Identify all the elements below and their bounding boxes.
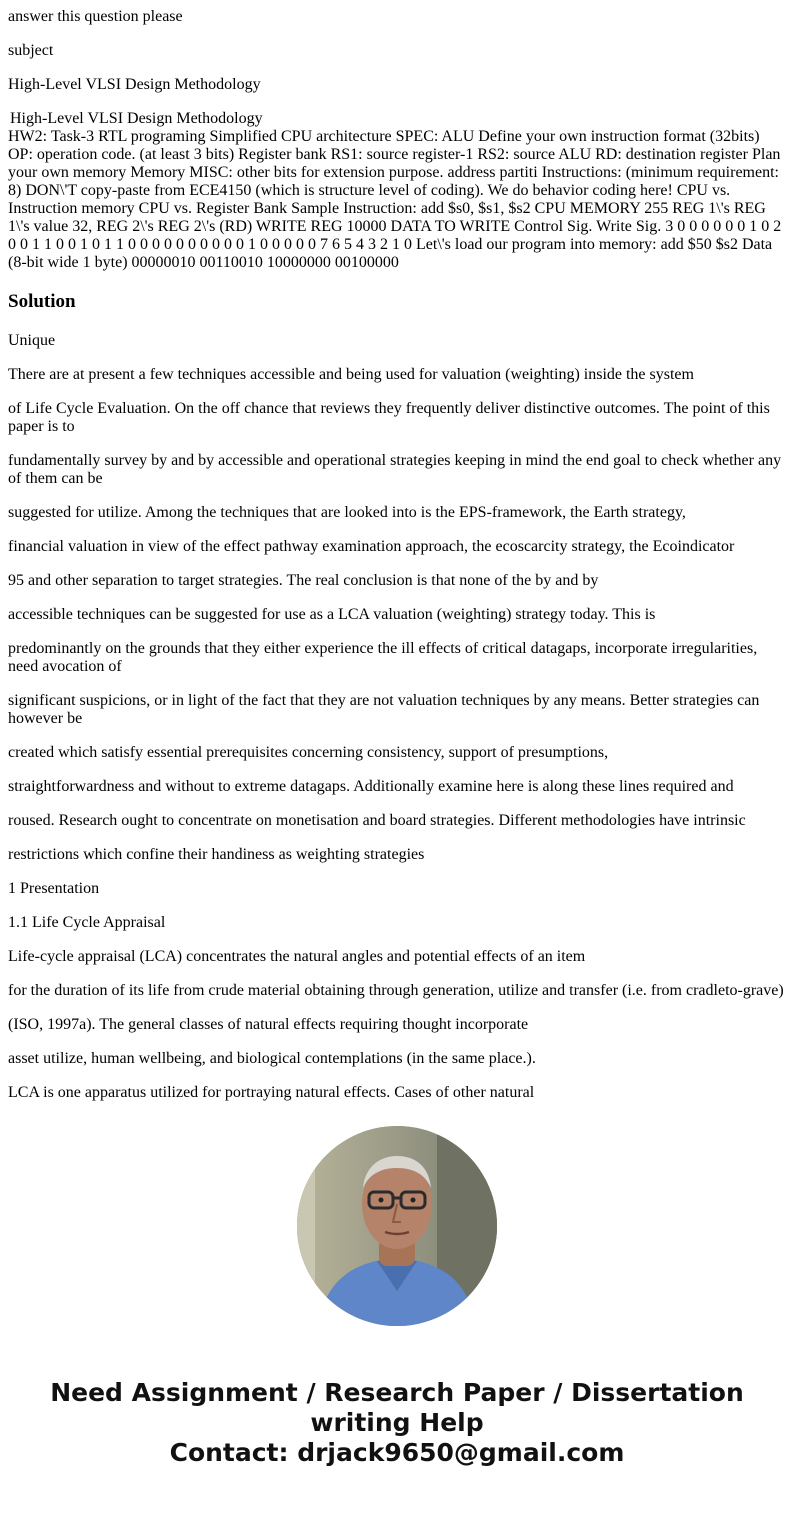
section-heading-presentation: 1 Presentation <box>8 880 100 897</box>
promo-line-2: writing Help <box>310 1408 484 1437</box>
solution-paragraph: restrictions which confine their handiness as weighting strategies <box>8 846 425 863</box>
solution-paragraph: straightforwardness and without to extreme datagaps. Additionally examine here is along these lines required and <box>8 778 734 795</box>
subject-value: High-Level VLSI Design Methodology <box>8 76 261 93</box>
solution-paragraph: roused. Research ought to concentrate on monetisation and board strategies. Different methodologies have intrinsic <box>8 812 746 829</box>
solution-paragraph: fundamentally survey by and by accessible and operational strategies keeping in mind the end goal to check whether any of them can be <box>8 452 782 487</box>
question-title: High-Level VLSI Design Methodology <box>10 110 263 127</box>
solution-paragraph: of Life Cycle Evaluation. On the off chance that reviews they frequently deliver distinctive outcomes. The point of this paper is to <box>8 400 770 435</box>
solution-paragraph: created which satisfy essential prerequisites concerning consistency, support of presumptions, <box>8 744 609 761</box>
solution-paragraph: financial valuation in view of the effect pathway examination approach, the ecoscarcity strategy, the Ecoindicator <box>8 538 735 555</box>
author-photo <box>297 1126 497 1326</box>
solution-heading: Solution <box>8 291 76 312</box>
solution-paragraph: suggested for utilize. Among the techniques that are looked into is the EPS-framework, the Earth strategy, <box>8 504 686 521</box>
solution-paragraph: accessible techniques can be suggested for use as a LCA valuation (weighting) strategy today. This is <box>8 606 656 623</box>
solution-paragraph: predominantly on the grounds that they either experience the ill effects of critical datagaps, incorporate irregularities, need avocation of <box>8 640 758 675</box>
subsection-heading-lca: 1.1 Life Cycle Appraisal <box>8 914 166 931</box>
question-intro: answer this question please <box>8 8 183 25</box>
promo-line-1: Need Assignment / Research Paper / Dissertation <box>50 1378 744 1407</box>
solution-paragraph: 95 and other separation to target strategies. The real conclusion is that none of the by and by <box>8 572 599 589</box>
promo-banner <box>8 1378 786 1468</box>
contact-email: Contact: drjack9650@gmail.com <box>169 1438 625 1467</box>
author-photo-container <box>8 1126 786 1326</box>
portrait-image <box>297 1126 497 1326</box>
question-body: HW2: Task-3 RTL programing Simplified CPU architecture SPEC: ALU Define your own instruction format (32bits) OP: operation code. (at least 3 bits) Register bank RS1: source register-1 RS2: source ALU RD: destination register Plan your own memory Memory MISC: other bits for extension purpose. address partiti Instructions: (minimum requirement: 8) DON\'T copy-paste from ECE4150 (which is structure level of coding). We do behavior coding here! CPU vs. Instruction memory CPU vs. Register Bank Sample Instruction: add $s0, $s1, $s2 CPU MEMORY 255 REG 1\'s REG 1\'s value 32, REG 2\'s REG 2\'s (RD) WRITE REG 10000 DATA TO WRITE Control Sig. Write Sig. 3 0 0 0 0 0 0 1 0 2 0 0 1 1 0 0 1 0 1 1 0 0 0 0 0 0 0 0 0 0 1 0 0 0 0 0 7 6 5 4 3 2 1 0 Let\'s load our program into memory: add $50 $s2 Data (8-bit wide 1 byte) 00000010 00110010 10000000 00100000 <box>8 128 782 271</box>
solution-paragraph: There are at present a few techniques accessible and being used for valuation (weighting) inside the system <box>8 366 694 383</box>
solution-paragraph: LCA is one apparatus utilized for portraying natural effects. Cases of other natural <box>8 1084 535 1101</box>
solution-paragraph: Unique <box>8 332 56 349</box>
subject-label: subject <box>8 42 54 59</box>
solution-paragraph: (ISO, 1997a). The general classes of natural effects requiring thought incorporate <box>8 1016 529 1033</box>
solution-body <box>8 332 786 1102</box>
solution-paragraph: significant suspicions, or in light of the fact that they are not valuation techniques by any means. Better strategies can however be <box>8 692 760 727</box>
solution-paragraph: asset utilize, human wellbeing, and biological contemplations (in the same place.). <box>8 1050 536 1067</box>
solution-paragraph: for the duration of its life from crude material obtaining through generation, utilize and transfer (i.e. from cradleto-grave) <box>8 982 784 999</box>
solution-paragraph: Life-cycle appraisal (LCA) concentrates the natural angles and potential effects of an item <box>8 948 586 965</box>
